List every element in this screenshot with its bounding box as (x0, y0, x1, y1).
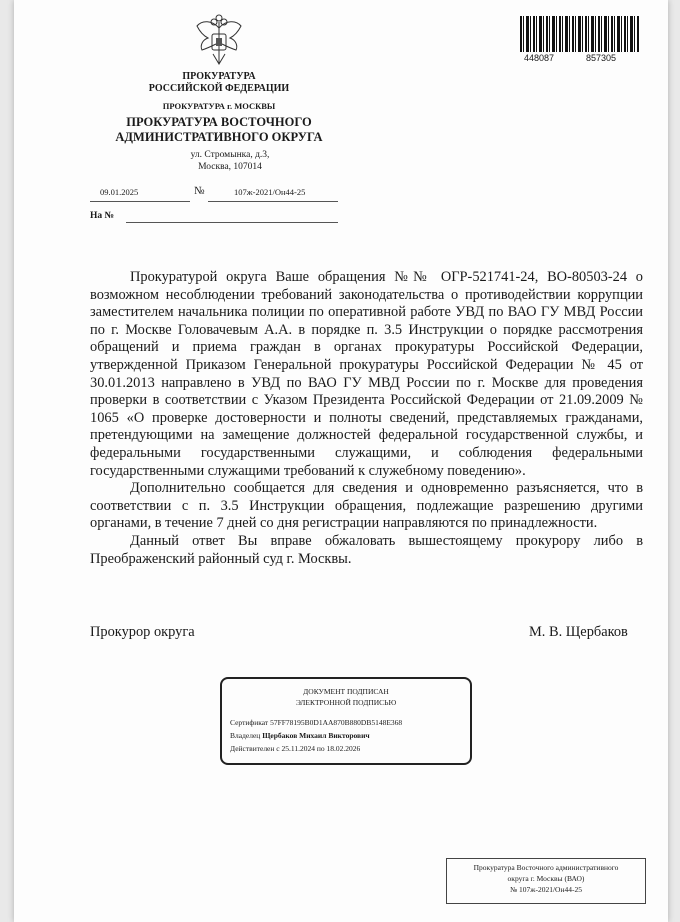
address-line1: ул. Стромынка, д.3, (190, 150, 270, 160)
stamp-line2: округа г. Москвы (ВАО) (507, 874, 585, 883)
coat-of-arms-emblem (194, 14, 244, 68)
number-underline (208, 201, 338, 202)
org-main-line2: АДМИНИСТРАТИВНОГО ОКРУГА (115, 130, 323, 144)
body-paragraph-3: Данный ответ Вы вправе обжаловать вышестоящему прокурору либо в Преображенский районный суд г. Москвы. (90, 532, 643, 567)
valid-label: Действителен (230, 744, 275, 753)
org-sub: ПРОКУРАТУРА г. МОСКВЫ (162, 101, 276, 111)
valid-value: с 25.11.2024 по 18.02.2026 (276, 744, 361, 753)
owner-label: Владелец (230, 731, 261, 740)
date-underline (90, 201, 190, 202)
number-label: № (194, 185, 205, 197)
address-line2: Москва, 107014 (198, 162, 262, 172)
e-signature-box (220, 677, 472, 765)
org-name-line2: РОССИЙСКОЙ ФЕДЕРАЦИИ (148, 83, 290, 94)
e-signature-owner (230, 731, 370, 740)
stamp-line3: № 107ж-2021/Он44-25 (510, 885, 582, 894)
reply-label: На № (90, 211, 115, 221)
cert-label: Сертификат (230, 718, 269, 727)
stamp-line1: Прокуратура Восточного административного (473, 863, 619, 872)
letter-date: 09.01.2025 (100, 187, 139, 197)
e-signature-title2: ЭЛЕКТРОННОЙ ПОДПИСЬЮ (295, 698, 397, 707)
barcode-left-number: 448087 (524, 53, 555, 63)
signer-name: М. В. Щербаков (529, 624, 628, 640)
body-paragraph-1: Прокуратурой округа Ваше обращения №№ ОГР-521741-24, ВО-80503-24 о возможном несоблюдении требований законодательства о противодействии коррупции заместителем начальника полиции по оперативной работе УВД по ВАО ГУ МВД России по г. Москве Головачевым А.А. в порядке п. 3.5 Инструкции о порядке рассмотрения обращений и приема граждан в органах прокуратуры Российской Федерации, утвержденной Приказом Генеральной прокуратуры Российской Федерации № 45 от 30.01.2013 направлено в УВД по ВАО ГУ МВД России по г. Москве для проведения проверки в соответствии с Указом Президента Российской Федерации от 21.09.2009 № 1065 «О проверке достоверности и полноты сведений, представляемых гражданами, претендующими на замещение должностей федеральной государственной службы, и федеральными государственными служащими, и соблюдения федеральными государственными служащими требований к служебному поведению». (90, 269, 643, 479)
cert-value: 57FF78195B0D1AA870B880DB5148E368 (270, 718, 403, 727)
barcode-image (520, 16, 640, 52)
barcode-right-number: 857305 (586, 53, 617, 63)
letter-number: 107ж-2021/Он44-25 (234, 187, 306, 197)
e-signature-cert (230, 718, 402, 727)
body-paragraph-2: Дополнительно сообщается для сведения и одновременно разъясняется, что в соответствии с п. 3.5 Инструкции обращения, подлежащие разрешению другими органами, в течение 7 дней со дня регистрации направляются по принадлежности. (90, 480, 643, 532)
e-signature-valid (230, 744, 360, 753)
org-main-line1: ПРОКУРАТУРА ВОСТОЧНОГО (126, 115, 312, 129)
reply-underline (126, 222, 338, 223)
signer-position: Прокурор округа (90, 624, 195, 640)
owner-value: Щербаков Михаил Викторович (262, 731, 370, 740)
org-name-line1: ПРОКУРАТУРА (182, 71, 256, 82)
letter-body (90, 269, 643, 568)
e-signature-title1: ДОКУМЕНТ ПОДПИСАН (303, 687, 389, 696)
letter-page (14, 0, 668, 922)
registration-stamp (446, 858, 646, 904)
